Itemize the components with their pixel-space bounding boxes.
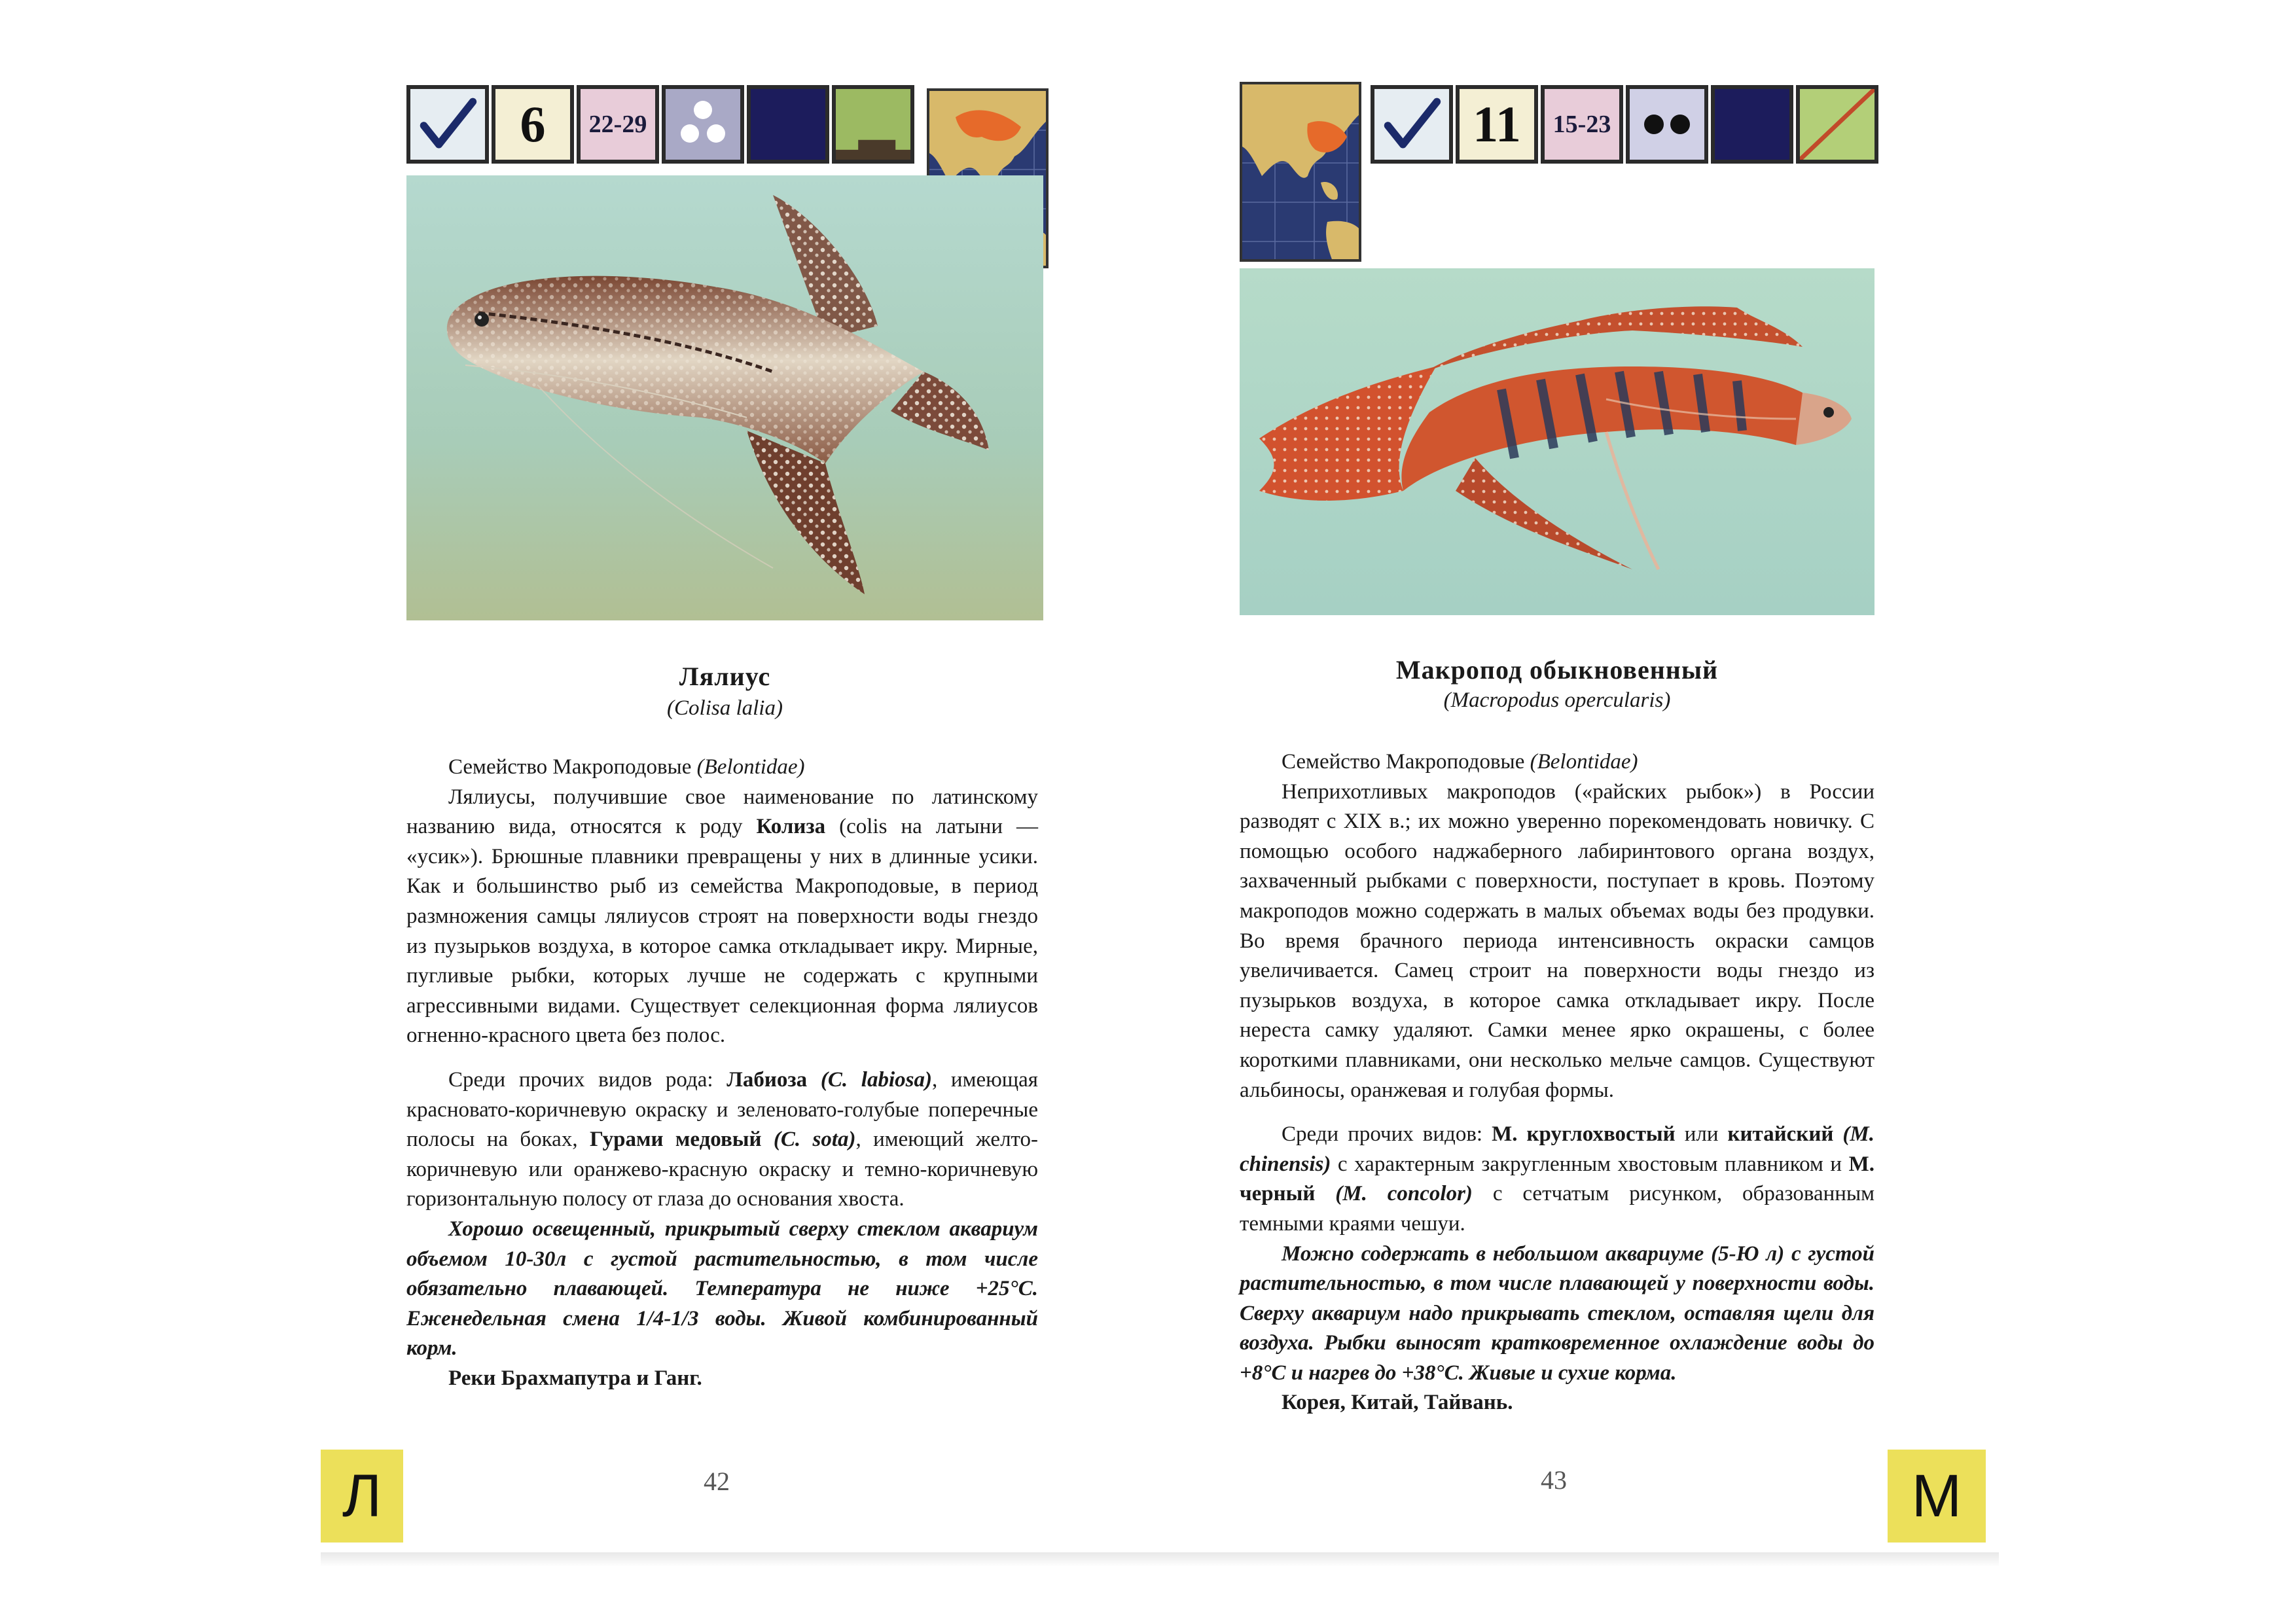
description-paragraph (406, 783, 1038, 1051)
navy-square-icon (747, 85, 829, 164)
two-dots-icon (1626, 85, 1708, 164)
species-title: Макропод обыкновенный (1395, 655, 1719, 685)
family-label: Семейство Макроподовые (1282, 750, 1530, 774)
related-conjunction: или (1675, 1122, 1728, 1147)
family-latin: (Belontidae) (696, 755, 805, 779)
species-description (406, 753, 1038, 1393)
page-edge (1148, 1552, 1999, 1567)
related-species-2-text: с сетчатым рисунком, образованным темными краями чешуи. (1240, 1182, 1874, 1236)
related-species-1: Лабиоза (726, 1067, 808, 1092)
related-intro: Среди прочих видов: (1282, 1122, 1492, 1147)
species-latin-name: (Macropodus opercularis) (1443, 688, 1671, 712)
three-dots-icon (662, 85, 744, 164)
fish-size-icon: 11 (1456, 85, 1538, 164)
related-species-1: М. круглохвостый (1492, 1122, 1676, 1147)
family-line (1240, 747, 1874, 777)
checkmark-icon (1371, 85, 1453, 164)
related-species-1-latin: (M. chinensis) (1240, 1122, 1874, 1176)
page-number: 43 (1541, 1465, 1567, 1495)
temperature-icon: 15-23 (1541, 85, 1623, 164)
fish-photo-macropod (1240, 268, 1874, 615)
related-species-2-text: , имеющий желто-коричневую или оранжево-красную окраску и темно-коричневую горизонтальную полосу от глаза до основания хвоста. (406, 1128, 1039, 1211)
navy-square-icon (1711, 85, 1793, 164)
species-description (1240, 747, 1874, 1418)
species-latin-name: (Colisa lalia) (667, 696, 783, 720)
checkmark-icon (406, 85, 489, 164)
related-species-1-latin: (C. labiosa) (807, 1067, 932, 1092)
alphabet-tab: Л (321, 1450, 403, 1543)
species-title: Лялиус (679, 662, 771, 691)
description-text-rest: (colis на латыни — «усик»). Брюшные плавники превращены у них в длинные усики. Как и большинство рыб из семейства Макроподовые, в период размножения самцы лялиусов строят на поверхности воды гнездо из пузырьков воздуха, в которое самка откладывает икру. Мирные, пугливые рыбки, которых лучше не содержать с крупными агрессивными видами. Существует селекционная форма лялиусов огненно-красного цвета без полос. (406, 815, 1038, 1048)
family-line (406, 753, 1038, 783)
description-text: Лялиусы, получившие свое наименование по латинскому названию вида, относятся к роду (406, 785, 1038, 839)
related-species-1-text: , имеющая красновато-коричневую окраску и зеленовато-голубые поперечные полосы на боках, (406, 1067, 1038, 1152)
asia-map-icon (1240, 82, 1361, 262)
related-species-2-latin: (C. sota) (761, 1128, 856, 1152)
family-label: Семейство Макроподовые (448, 755, 697, 779)
temperature-icon: 22-29 (577, 85, 659, 164)
related-species-paragraph (406, 1065, 1038, 1215)
related-species-1-text: с характерным закругленным хвостовым плавником и (1331, 1152, 1849, 1176)
fish-photo-lalius (406, 175, 1043, 620)
plant-diagonal-icon (1796, 85, 1878, 164)
related-species-2: Гурами медовый (589, 1128, 762, 1152)
family-latin: (Belontidae) (1530, 750, 1638, 774)
right-page (1148, 0, 2296, 1623)
care-conditions: Хорошо освещенный, прикрытый сверху стеклом аквариум объемом 10-30л с густой растительностью, в том числе обязательно плавающей. Температура не ниже +25°С. Еженедельная смена 1/4-1/3 воды. Живой комбинированный корм. (406, 1217, 1038, 1361)
fish-size-icon: 6 (492, 85, 574, 164)
related-species-1-alt: китайский (1727, 1122, 1834, 1147)
description-paragraph: Неприхотливых макроподов («райских рыбок») в России разводят с XIX в.; их можно уверенно порекомендовать новичку. С помощью особого наджаберного лабиринтового органа воздух, захваченный рыбками с поверхности, поступает в кровь. Поэтому макроподов можно содержать в малых объемах воды без продувки. Во время брачного периода интенсивность окраски самцов увеличивается. Самец строит на поверхности воды гнездо из пузырьков воздуха, в которое самка откладывает икру. После нереста самку удаляют. Самки менее ярко окрашены, с более короткими плавниками, они несколько мельче самцов. Существуют альбиносы, оранжевая и голубая формы. (1240, 779, 1874, 1102)
page-number: 42 (704, 1467, 730, 1496)
care-conditions: Можно содержать в небольшом аквариуме (5-Ю л) с густой растительностью, в том числе плавающей у поверхности воды. Сверху аквариум надо прикрывать стеклом, оставляя щели для воздуха. Рыбки выносят кратковременное охлаждение воды до +8°С и нагрев до +38°С. Живые и сухие корма. (1240, 1241, 1874, 1385)
genus-name: Колиза (756, 815, 826, 839)
related-intro: Среди прочих видов рода: (448, 1067, 727, 1092)
related-species-paragraph (1240, 1120, 1874, 1239)
related-species-2-latin: (M. concolor) (1315, 1182, 1473, 1206)
habitat-region: Реки Брахмапутра и Ганг. (448, 1366, 702, 1390)
page-edge (321, 1552, 1148, 1567)
habitat-region: Корея, Китай, Тайвань. (1282, 1391, 1513, 1415)
plant-bottom-icon (832, 85, 914, 164)
related-species-2: М. черный (1240, 1152, 1874, 1206)
alphabet-tab: М (1888, 1450, 1986, 1543)
